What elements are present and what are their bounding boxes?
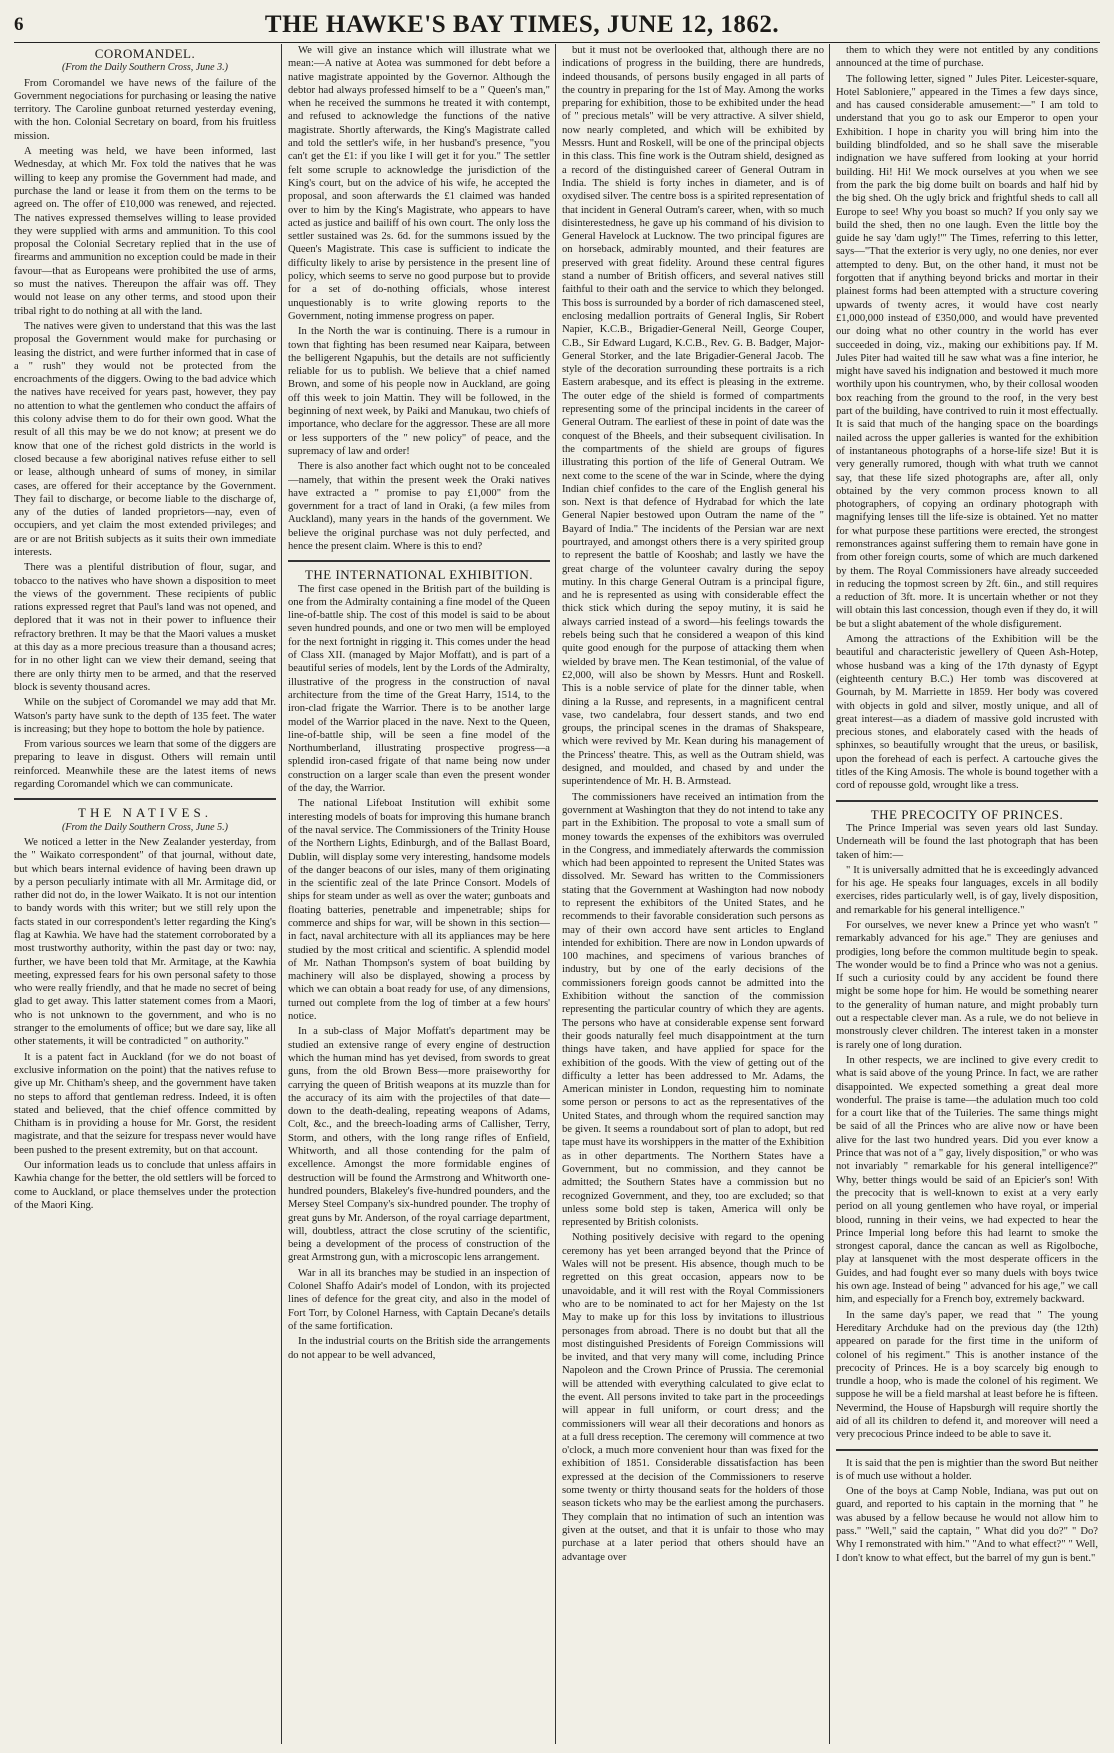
article-title-exhibition: THE INTERNATIONAL EXHIBITION. — [304, 567, 534, 583]
column-1 — [14, 44, 276, 1744]
paragraph: For ourselves, we never knew a Prince yet who wasn't " remarkably advanced for his age." They are geniuses and prodigies, long before the common multitude begin to speak. The wonder would be to find a Prince who was not a genius. If such a curiosity could by any accident be found there might be some hope for him. He would be something nearer to the generality of human nature, and might probably turn out a respectable clever man. As a rule, we do not believe in monstrously clever children. The interest taken in a monster is rarely one of long duration. — [836, 920, 1098, 1051]
paragraph: There is also another fact which ought not to be concealed—namely, that within the present week the Oraki natives have extracted a " promise to pay £1,000" from the government for a tract of land in Oraki, (a few miles from Auckland), many years in the hands of the government. We believe the original purchase was not duly perfected, and hence the present claim. Where is this to end? — [288, 461, 550, 552]
page-number: 6 — [14, 14, 24, 35]
paragraph: War in all its branches may be studied in an inspection of Colonel Shaffo Adair's model of London, with its projected lines of defence for the great city, and also in the model of Fort Torr, by Colonel Harness, with Captain Decane's details of the same fortification. — [288, 1267, 550, 1332]
paragraph: them to which they were not entitled by any conditions announced at the time of purchase. — [836, 45, 1098, 70]
paragraph: It is a patent fact in Auckland (for we do not boast of exclusive information on the point) that the natives refuse to give up Mr. Chitham's sheep, and the government have taken no steps to afford that gentleman redress. Indeed, it is often stated and believed, that the chief offence committed by Chitham is in providing a house for Mr. Gorst, the resident magistrate, and that the seizure for trespass never would have been pushed to the present extremity, but on that account. — [14, 1051, 276, 1156]
article-title-precocity: THE PRECOCITY OF PRINCES. — [870, 806, 1064, 822]
paragraph: In the North the war is continuing. There is a rumour in town that fighting has been resumed near Kaipara, between the belligerent Ngapuhis, but the details are not sufficiently reliable for us to publish. We believe that a chief named Brown, and some of his people now in Auckland, are going off this week to join Mattin. They will be followed, in the beginning of next week, by Paiki and Manukau, two chiefs of importance, who declare for the aggressor. These are all more or less supporters of the " new policy" of peace, and the supremacy of law and order! — [288, 326, 550, 457]
paragraph: There was a plentiful distribution of flour, sugar, and tobacco to the natives who have shown a disposition to meet the views of the government. These recipients of public rations expressed regret that Paul's land was not opened, and deplored that it was not in their power to influence their refractory brethren. It may be that the Maori values a musket at this day as a more precious treasure than a thousand acres; for in no other light can we view their demand, seeing that there are only thirty men to be armed, and that the reserved block is seventy thousand acres. — [14, 562, 276, 693]
paragraph: Our information leads us to conclude that unless affairs in Kawhia change for the better, the old settlers will be forced to come to Auckland, or place themselves under the protection of the Maori King. — [14, 1160, 276, 1211]
paragraph: From Coromandel we have news of the failure of the Government negociations for purchasing or leasing the native territory. The Caroline gunboat returned yesterday evening, with the hon. Colonial Secretary on board, from his fruitless mission. — [14, 77, 276, 142]
columns — [14, 44, 1100, 1744]
paragraph: Among the attractions of the Exhibition will be the beautiful and characteristic jewellery of Queen Ash-Hotep, whose husband was a king of the 17th dynasty of Egypt (eighteenth century B.C.) Her tomb was discovered at Gournah, by M. Marriette in 1859. Her body was covered with objects in gold and silver, mostly unique, and all of great interest—as a diadem of massive gold incrusted with precious stones, and elaborately cased with the heads of sphinxes, so beautifully wrought that the ureus, or basilisk, upon the forehead of each is perfect. A cartouche gives the titles of the King Amosis. The whole is bound together with a cord of repousse gold, wrought like a tress. — [836, 634, 1098, 792]
paragraph: In a sub-class of Major Moffatt's department may be studied an extensive range of every engine of destruction which the human mind has yet devised, from swords to great guns, from the old Brown Bess—more praiseworthy for carrying the queen of British weapons at its muzzle than for the accuracy of its aim with the projectiles of that date—down to the death-dealing, repeating weapons of Adams, Colt, &c., and the breech-loading arms of Callisher, Terry, Storm, and others, with the long range rifles of Enfield, Whitworth, and all those contending for the palm of excellence. Amongst the more formidable engines of destruction will be found the Armstrong and Whitworth one-hundred pounders, Blakeley's five-hundred pounders, and the Mersey Steel Company's six-hundred pounder. The trophy of great guns by Mr. Anderson, of the royal carriage department, will, doubtless, attract the close scrutiny of the scientific, being a development of the process of construction of the great Armstrong gun, with a microscopic lens arrangement. — [288, 1026, 550, 1264]
paragraph: We will give an instance which will illustrate what we mean:—A native at Aotea was summoned for debt before a native magistrate appointed by the Governor. Although the debtor had always professed himself to be a " Queen's man," when he received the summons he treated it with contempt, and refused to acknowledge the functions of the native magistrate. Shortly afterwards, the King's Magistrate called and told the settler's wife, in her husband's presence, "you can't get the £1: if you like I will get it for you." The settler felt some scruple to acknowledge the jurisdiction of the King's court, but on the advice of his wife, he accepted the proposal, and soon afterwards the £1 claimed was handed over to him by the King's Magistrate, who appears to have acted as justice and bailiff of his own court. The only loss the settler sustained was 2s. 6d. for the summons issued by the Queen's Magistrate. This case is sufficient to indicate the difficulty likely to arise by persistence in the present line of policy, which seems to serve no good purpose but to provide for a set of do-nothing officials, whose interest unquestionably is to write glowing reports to the Government, noting immense progress on paper. — [288, 45, 550, 322]
paragraph: " It is universally admitted that he is exceedingly advanced for his age. He speaks four languages, excels in all bodily exercises, rides particularly well, is of gay, lively disposition, and remarkable for his general intelligence." — [836, 864, 1098, 916]
article-divider — [836, 800, 1098, 802]
column-rule — [829, 44, 830, 1744]
article-title-coromandel: COROMANDEL. — [94, 46, 196, 61]
paragraph: It is said that the pen is mightier than the sword But neither is of much use without a holder. — [836, 1457, 1098, 1482]
article-source: (From the Daily Southern Cross, June 3.) — [62, 62, 228, 74]
paragraph: The commissioners have received an intimation from the government at Washington that they do not intend to take any part in the Exhibition. The proposal to vote a small sum of money towards the expenses of the exhibitors was overruled in the Congress, and immediately afterwards the commission which had been appointed to represent the United States was dissolved. Mr. Seward has written to the Commissioners stating that the Government at Washington had now nobody to represent the exhibitors of the United States, and he recommends to their favorable consideration such persons as may of their own accord have sent articles to England intended for exhibition. There are now in London upwards of 100 machines, and specimens of various branches of industry, but by one of the early decisions of the commissioners foreign goods cannot be admitted into the Exhibition without the sanction of the commission representing the particular country of which they are agents. The persons who have at considerable expense sent forward their goods naturally feel much disappointment at the turn things have taken, and have applied for space for the exhibition of the goods. With the view of getting out of the difficulty a letter has been addressed to Mr. Adams, the American minister in London, requesting him to nominate some person or persons to act as the representatives of the United States, and through whom the required sanction may be given. It seems a roundabout sort of plan to adopt, but red tape must have its worshippers in the matter of the Exhibition as in other departments. The Northern States have a Government, but no commission, and they cannot be admitted; the Southern States have a commission but no recognized Government, and they, too are excluded; so that unless some bold step is taken, America will only be represented by British colonists. — [562, 791, 824, 1229]
masthead — [14, 8, 1100, 43]
paragraph: From various sources we learn that some of the diggers are preparing to leave in disgust. Others will remain until reinforced. Meanwhile these are the latest items of news regarding Coromandel which we can communicate. — [14, 739, 276, 791]
column-rule — [555, 44, 556, 1744]
paragraph: A meeting was held, we have been informed, last Wednesday, at which Mr. Fox told the natives that he was willing to keep any promise the Government had made, and purchase the land or lease it from them on the terms to be agreed on. The offer of £10,000 was renewed, and rejected. The natives expressed themselves willing to lease provided they were supplied with arms and ammunition. To this cool proposal the Colonial Secretary replied that in the use of firearms and ammunition no exception could be made in their favour—that as Europeans were prohibited the use of arms, so must the natives. Thereupon the affair was off. They would not lease on any other terms, and stood upon their tribal right to do nothing at all with the land. — [14, 146, 276, 317]
paragraph: The first case opened in the British part of the building is one from the Admiralty containing a fine model of the Queen line-of-battle ship. The cost of this model is said to be about seven hundred pounds, and one or two men will be employed for the next fortnight in rigging it. This comes under the head of Class XII. (managed by Major Moffatt), and is part of a beautiful series of models, lent by the Lords of the Admiralty, illustrative of the progress in the construction of naval architecture from the time of the Great Harry, 1514, to the iron-clad frigate the Warrior. There is to be another large model of the Warrior placed in the nave. Next to the Queen, line-of-battle ship, will be seen a fine model of the Northumberland, illustrating prospective progress—a splendid iron-cased frigate of that name being now under construction on a larger scale than even the present wonder of the day, the Warrior. — [288, 583, 550, 795]
paragraph: In the same day's paper, we read that " The young Hereditary Archduke had on the previous day (the 12th) appeared on parade for the first time in the uniform of colonel of his regiment." This is another instance of the precocity of Princes. He is a boy scarcely big enough to trundle a hoop, who is made the colonel of his regiment. We suppose he will be a field marshal at least before he is fifteen. Nevermind, the House of Hapsburgh will require shortly the aid of all its children to defend it, and moreover will need a very precocious Prince indeed to be able to save it. — [836, 1309, 1098, 1441]
paragraph: One of the boys at Camp Noble, Indiana, was put out on guard, and reported to his captain in the morning that " he was abused by a fellow because he would not allow him to pass." "Well," said the captain, " What did you do?" " Do? Why I remonstrated with him." "And to what effect?" " Well, I don't know to what effect, but the barrel of my gun is bent." — [836, 1486, 1098, 1564]
paragraph: In the industrial courts on the British side the arrangements do not appear to be well advanced, — [288, 1336, 550, 1361]
paragraph: We noticed a letter in the New Zealander yesterday, from the " Waikato correspondent" of that journal, without date, but which bears internal evidence of having been drawn up by a person peculiarly intimate with all Mr. Armitage did, or rather did not do, in the lower Waikato. It is not our intention to bandy words with this writer; but we still rely upon the facts stated in our correspondent's letter regarding the King's flag at Kawhia. We have had the statement corroborated by a most trustworthy authority, within the past day or two: nay, further, we have been told that Mr. Armitage, at the Kawhia meeting, expressed fears for his own personal safety to those who were really friendly, and that he made no secret of being glad to get away. This latter statement comes from a Maori, who is not unknown to the government, and who is no stranger to the emoluments of office; but we dare say, like all other statements, it will be contradicted " on authority." — [14, 836, 276, 1048]
paragraph: While on the subject of Coromandel we may add that Mr. Watson's party have sunk to the depth of 135 feet. The water is increasing; but they hope to bottom the hole by patience. — [14, 697, 276, 735]
article-divider — [288, 560, 550, 562]
article-divider — [836, 1449, 1098, 1451]
newspaper-title: THE HAWKE'S BAY TIMES, JUNE 12, 1862. — [264, 11, 780, 38]
column-2 — [288, 44, 550, 1744]
paragraph: The national Lifeboat Institution will exhibit some interesting models of boats for improving this humane branch of the naval service. The Commissioners of the Trinity House of the Northern Lights, Edinburgh, and of the Ballast Board, Dublin, will display some very interesting, handsome models of the danger beacons of our isles, many of them originating in the scientific zeal of the late Prince Consort. Models of ships for steam under as well as over the water; gunboats and floating batteries, penetrable and impenetrable; ships for commerce and ships for war, will be shown in this section—in fact, naval architecture with all its appliances may be here studied by the most critical and scientific. A splendid model of Mr. Nathan Thompson's system of boat building by machinery will also be displayed, showing a process by which we can obtain a boat ready for use, of any dimensions, turned out complete from the log of timber at a few hours' notice. — [288, 798, 550, 1023]
article-title-natives: THE NATIVES. — [78, 805, 212, 821]
paragraph: In other respects, we are inclined to give every credit to what is said above of the young Prince. In fact, we are rather disappointed. We expected something a great deal more wonderful. The praise is tame—the adulation much too cold for a court like that of the Tuileries. The same things might be said of all the Princes who are alive now or have been alive for the last two hundred years. Did you ever know a Prince that was not of a " gay, lively disposition," or who was not invariably " remarkable for his general intelligence?" Why, better things would be said of an Epicier's son! With the precocity that is well-known to exist at a very early period on all young gentlemen who have royal, or imperial blood, running in their veins, we had expected to hear the Prince Imperial long before this had learnt to smoke the strongest caporal, dance the cancan as well as Rigolboche, play at lansquenet with the most desperate officers in the Guides, and had fought ever so many duels with boys twice his own age. Instead of being " advanced for his age," we call him, and especially for a French boy, extremely backward. — [836, 1054, 1098, 1306]
column-4 — [836, 44, 1098, 1744]
article-source: (From the Daily Southern Cross, June 5.) — [62, 821, 228, 833]
article-divider — [14, 798, 276, 800]
paragraph: The natives were given to understand that this was the last proposal the Government would make for purchasing or leasing the district, and were further informed that in case of a " rush" they would not be protected from the encroachments of the diggers. Owing to the bad advice which the natives have received for years past, however, they pay no attention to what the gentlemen who conduct the affairs of this colony advise them to do for their own good. What the result of all this may be we do not know; at present we do know that one of the richest gold districts in the world is closed because a few aboriginal natives refuse either to sell or lease, although unheard of sums of money, in similar cases, are offered for their acceptance by the Government. They fail to discharge, or become liable to the discharge of, any of the duties of landed proprietors—nay, even of occupiers, and yet claim the most extended privileges; and are or are not British subjects as it suits their own immediate interests. — [14, 320, 276, 558]
paragraph: The following letter, signed " Jules Piter. Leicester-square, Hotel Sabloniere," appeared in the Times a few days since, and has caused considerable amusement:—" I am told to understand that you go to ask our Emperor to open your Exhibition. I hope in charity you will bring him into the building blindfolded, and so he shall save the miserable indignation we have suffered from looking at your horrid building. Hi! Hi! We mock ourselves at you when we see from the park the big dome built on boards and half hid by the big shed. Oh the ugly brick and frightful sheds to call all Europe to see! Why you boast so much? If you only say we build the shed, then no one laugh. Even the little boy the guide he say 'dam ugly!'" The Times, referring to this letter, says—"That the exterior is very ugly, no one denies, nor ever attempted to deny. But, on the other hand, it must not be forgotten that if anything beyond bricks and mortar in their plainest forms had been attempted with a structure covering upwards of twenty acres, it would have cost nearly £1,000,000 instead of £350,000, and would have prevented our doing what no other country in the world has ever succeeded in doing, viz., making our exhibitions pay. If M. Jules Piter had waited till he saw what was a fine interior, he might have saved his indignation and bestowed it much more worthily upon his countrymen, who, by their collosal wooden box reaching from the ground to the roof, in the very best part of the building, have contrived to ruin it most effectually. It is said that much of the hanging space on the boardings nailed across the upper galleries is wanted for the exhibition of instantaneous photographs of a horse-life size! But it is very generally rumored, though with what truth we cannot say, that these life sized photographs are, after all, only obtained by the very common process known to all photographers, of copying an ordinary photograph with magnifying lenses till the life-size is obtained. Yet no matter for what purpose these partitions were erected, the strongest remonstrances against suffering them to remain have gone in from other foreign courts, some of which are much darkened by them. The Royal Commissioners have already succeeded in reducing the topmost screen by 2ft. 6in., and still requires a reduction of 3ft. more. It is uncertain whether or not they will obtain this last concession, though even if they do, it will be but a slight abatement of the whole disfigurement. — [836, 73, 1098, 630]
paragraph: The Prince Imperial was seven years old last Sunday. Underneath will be found the last photograph that has been taken of him:— — [836, 822, 1098, 861]
column-rule — [281, 44, 282, 1744]
paragraph: but it must not be overlooked that, although there are no indications of progress in the building, there are hundreds, indeed thousands, of persons busily engaged in all parts of the country in preparing for the 1st of May. Among the works preparing for exhibition, those to be exhibited under the head of " precious metals" will be very attractive. A silver shield, now nearly completed, and which will be exhibited by Messrs. Hunt and Roskell, will be one of the principal objects in this class. This fine work is the Outram shield, designed as a record of the distinguished career of General Outram in India. The shield is forty inches in diameter, and is of oxydised silver. The centre boss is a spirited representation of that incident in General Outram's career, when, with so much disinterestedness, he gave up his command of his division to General Havelock at Lucknow. The two principal figures are on horseback, admirably mounted, and their features are preserved with great fidelity. Around these central figures stand a number of British officers, and several natives still faithful to their oath and the service to which they belonged. This boss is surrounded by a border of rich damascened steel, enclosing medallion portraits of General Inglis, Sir Robert Napier, K.C.B., Brigadier-General Neill, George Couper, C.B., Sir Edward Lugard, K.C.B., Rev. G. B. Badger, Major-General Storker, and the late Brigadier-General Jacob. The style of the decoration surrounding these portraits is a rich Eastern arabesque, and its effect is pleasing in the extreme. The outer edge of the shield is formed of compartments representing some of the principal incidents in the career of General Outram. The earliest of these in point of date was the conquest of the Bheels, and their subsequent civilisation. In the compartments of the shield are groups of figures illustrating this portion of the life of General Outram. We next come to the scene of the war in Scinde, where the dying Indian chief confides to the care of the English general his son. Next is that defence of Hydrabad for which the late General Napier bestowed upon Outram the name of the " Bayard of India." The incidents of the Persian war are next pourtrayed, and amongst others there is a very spirited group to represent the battle of Kooshab; and lastly we have the great charge of the volunteer cavalry during the sepoy mutiny. In this charge General Outram is a principal figure, and he is represented as using with considerable effect the thick stick which during the sepoy mutiny, it is said he always carried instead of a sword—his feelings towards the rebels being such that he considered a weapon of this kind quite good enough for the purpose of attacking them when wielded by brave men. The Kean testimonial, of the value of £2,000, will also be shown by Messrs. Hunt and Roskell. This is a noble service of plate for the dinner table, when dining a la Russe, and represents, in a magnificent central vase, two candelabra, four dessert stands, and two end groups, the principal scenes in the dramas of Shakspeare, which were revived by Mr. Kean during his management of the Princess' theatre. This, as well as the Outram shield, was designed, and moulded, and chased by and under the superintendence of Mr. H. B. Armstead. — [562, 45, 824, 788]
paragraph: Nothing positively decisive with regard to the opening ceremony has yet been arranged beyond that the Prince of Wales will not be present. His absence, though much to be regretted on this great occasion, appears now to be unavoidable, and it will rest with the Royal Commissioners who are to be nominated to act for her Majesty on the 1st May to make up for this loss by invitations to illustrious personages from abroad. There is no doubt but that all the most distinguished Presidents of Foreign Commissions will be invited, and that very many will come, including Prince Napoleon and the Crown Prince of Prussia. The ceremonial will be attended with everything calculated to give eclat to the event. All persons invited to take part in the proceedings will appear in full uniform, or court dress; and the commissioners will wear all their decorations and honors as at a full dress reception. The ceremony will commence at two o'clock, a much more convenient hour than was fixed for the exhibition of 1851. Considerable dissatisfaction has been expressed at the decision of the Commissioners to reserve some twenty or thirty thousand seats for the holders of those season tickets who may be the earliest among the purchasers. They complain that no intimation of such an intention was given at the outset, and that it is unfair to those who may purchase at a later period that others should have an advantage over — [562, 1232, 824, 1563]
column-3 — [562, 44, 824, 1744]
